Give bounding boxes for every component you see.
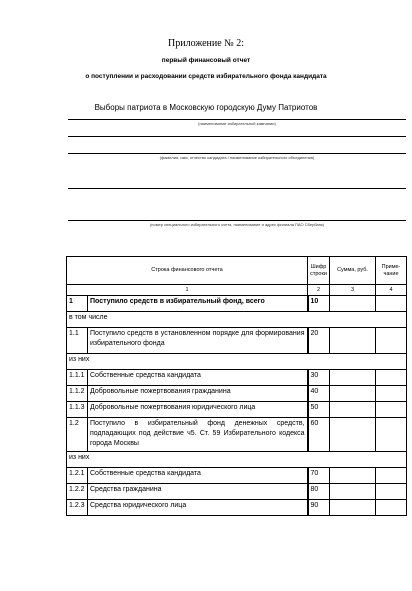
table-row — [67, 370, 407, 386]
table-row — [67, 418, 407, 452]
table-row — [67, 328, 407, 354]
col-number-1: 1 — [67, 285, 308, 296]
candidate-line — [68, 153, 406, 154]
row-note-cell[interactable] — [376, 402, 407, 418]
row-note-cell[interactable] — [376, 370, 407, 386]
row-sum-cell[interactable] — [330, 418, 376, 452]
row-description: Поступило средств в избирательный фонд, всего — [88, 296, 308, 312]
row-code: 50 — [308, 402, 330, 418]
row-code: 80 — [308, 484, 330, 500]
row-number: 1.1 — [67, 328, 88, 354]
appendix-title: Приложение № 2: — [168, 38, 244, 49]
row-description: Средства юридического лица — [88, 500, 308, 516]
row-description: Добровольные пожертвования юридического лица — [88, 402, 308, 418]
row-code: 70 — [308, 468, 330, 484]
table-row — [67, 484, 407, 500]
row-note-cell[interactable] — [376, 418, 407, 452]
row-description: Собственные средства кандидата — [88, 468, 308, 484]
row-number: 1.2.1 — [67, 468, 88, 484]
campaign-name: Выборы патриота в Московскую городскую Думу Патриотов — [94, 103, 318, 112]
section-label: из них — [67, 452, 407, 468]
row-sum-cell[interactable] — [330, 328, 376, 354]
header-note: Приме-чание — [376, 257, 407, 285]
row-sum-cell[interactable] — [330, 370, 376, 386]
blank-line — [68, 136, 406, 137]
row-description: Добровольные пожертвования гражданина — [88, 386, 308, 402]
row-number: 1.1.3 — [67, 402, 88, 418]
row-note-cell[interactable] — [376, 500, 407, 516]
row-description: Собственные средства кандидата — [88, 370, 308, 386]
col-number-4: 4 — [376, 285, 407, 296]
row-code: 90 — [308, 500, 330, 516]
row-note-cell[interactable] — [376, 484, 407, 500]
table-section-row — [67, 452, 407, 468]
row-note-cell[interactable] — [376, 296, 407, 312]
table-row — [67, 402, 407, 418]
row-note-cell[interactable] — [376, 328, 407, 354]
row-number: 1.1.1 — [67, 370, 88, 386]
account-line-2 — [68, 220, 406, 221]
financial-report-table — [66, 256, 407, 516]
row-sum-cell[interactable] — [330, 468, 376, 484]
row-number: 1.2.3 — [67, 500, 88, 516]
section-label: из них — [67, 354, 407, 370]
report-title: первый финансовый отчет — [161, 57, 251, 64]
account-caption: (номер специального избирательного счета, наименование и адрес филиала ПАО Сбербанк) — [149, 222, 325, 227]
table-row — [67, 386, 407, 402]
table-section-row — [67, 354, 407, 370]
row-description: Средства гражданина — [88, 484, 308, 500]
row-sum-cell[interactable] — [330, 500, 376, 516]
table-row — [67, 296, 407, 312]
candidate-caption: (фамилия, имя, отчество кандидата / наименование избирательного объединения) — [159, 155, 315, 160]
table-row — [67, 500, 407, 516]
row-code: 10 — [308, 296, 330, 312]
row-description: Поступило средств в установленном порядке для формирования избирательного фонда — [88, 328, 308, 354]
campaign-line — [68, 119, 406, 120]
row-number: 1.1.2 — [67, 386, 88, 402]
table-row — [67, 468, 407, 484]
row-note-cell[interactable] — [376, 386, 407, 402]
col-number-3: 3 — [330, 285, 376, 296]
row-sum-cell[interactable] — [330, 296, 376, 312]
campaign-caption: (наименование избирательной кампании) — [198, 121, 276, 126]
row-number: 1 — [67, 296, 88, 312]
row-number: 1.2.2 — [67, 484, 88, 500]
row-number: 1.2 — [67, 418, 88, 452]
row-sum-cell[interactable] — [330, 484, 376, 500]
table-section-row — [67, 312, 407, 328]
row-sum-cell[interactable] — [330, 402, 376, 418]
row-sum-cell[interactable] — [330, 386, 376, 402]
row-code: 20 — [308, 328, 330, 354]
section-label: в том числе — [67, 312, 407, 328]
col-number-2: 2 — [308, 285, 330, 296]
row-code: 30 — [308, 370, 330, 386]
row-note-cell[interactable] — [376, 468, 407, 484]
account-line-1 — [68, 188, 406, 189]
row-code: 60 — [308, 418, 330, 452]
row-code: 40 — [308, 386, 330, 402]
header-sum: Сумма, руб. — [330, 257, 376, 285]
row-description: Поступило в избирательный фонд денежных средств, подпадающих под действие ч5. Ст. 59 Избирательного кодекса города Москвы — [88, 418, 308, 452]
header-code: Шифр строки — [308, 257, 330, 285]
report-subtitle: о поступлении и расходовании средств избирательного фонда кандидата — [85, 73, 327, 80]
header-row-name: Строка финансового отчета — [67, 257, 308, 285]
